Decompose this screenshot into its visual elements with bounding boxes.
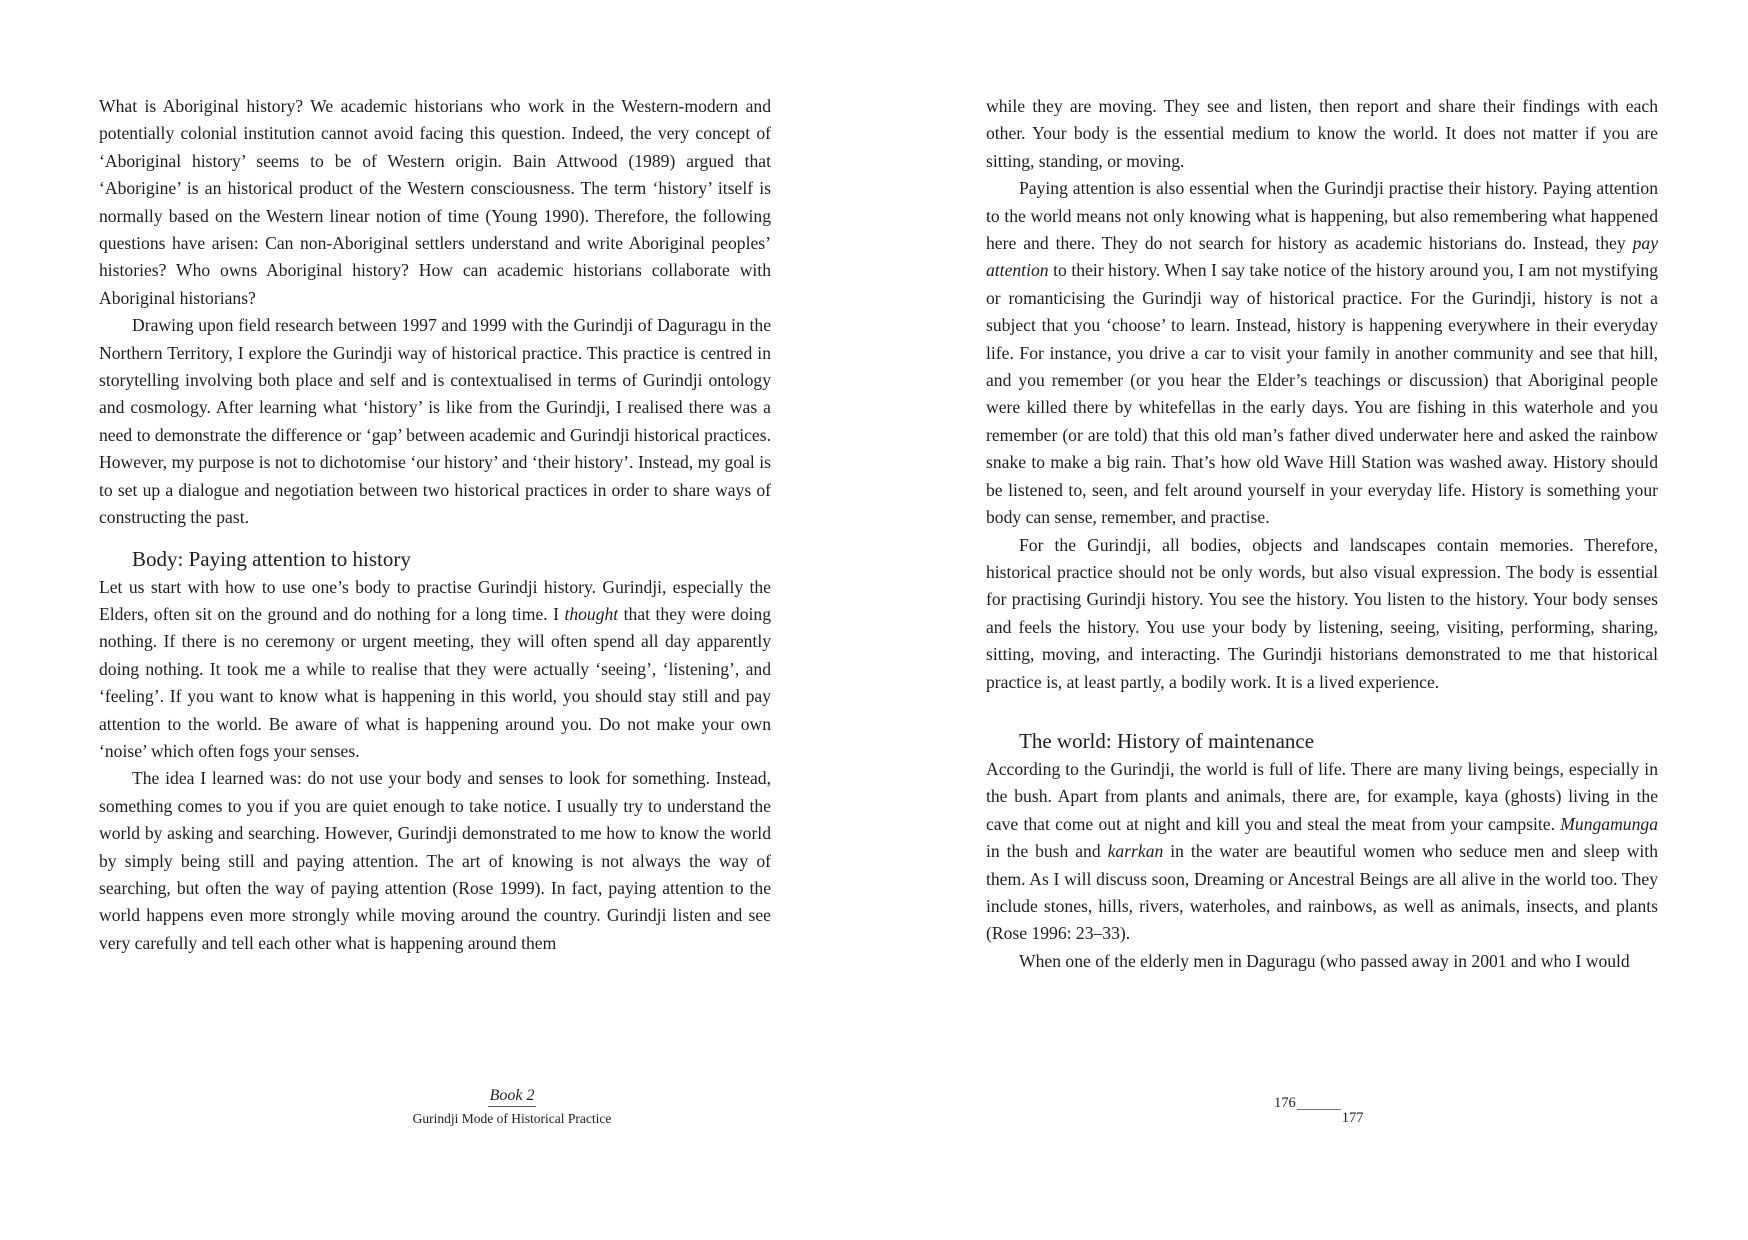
paragraph-memories: For the Gurindji, all bodies, objects and landscapes contain memories. Therefore, historical practice should not be only words, but also visual expression. The body is essential for practising Gurindji history. You see the history. You listen to the history. Your body senses and feels the history. You use your body by listening, seeing, visiting, performing, sharing, sitting, moving, and interacting. The Gurindji historians demonstrated to me that historical practice is, at least partly, a bodily work. It is a lived experience. [986, 534, 1658, 692]
page-numbers [1274, 1094, 1364, 1127]
paragraph-intro-2: Drawing upon field research between 1997 and 1999 with the Gurindji of Daguragu in the Northern Territory, I explore the Gurindji way of historical practice. This practice is centred in storytelling involving both place and self and is contextualised in terms of Gurindji ontology and cosmology. After learning what ‘history’ is like from the Gurindji, I realised there was a need to demonstrate the difference or ‘gap’ between academic and Gurindji historical practices. However, my purpose is not to dichotomise ‘our history’ and ‘their history’. Instead, my goal is to set up a dialogue and negotiation between two historical practices in order to share ways of constructing the past. [99, 315, 771, 528]
paragraph-continued: while they are moving. They see and listen, then report and share their findings with each other. Your body is the essential medium to know the world. It does not matter if you are sitting, standing, or moving. [986, 96, 1658, 171]
text-run: to their history. When I say take notice of the history around you, I am not mystifying or romanticising the Gurindji way of historical practice. For the Gurindji, history is not a subject that you ‘choose’ to learn. Instead, history is happening everywhere in their everyday life. For instance, you drive a car to visit your family in another community and see that hill, and you remember (or you hear the Elder’s teachings or discussion) that Aboriginal people were killed there by whitefellas in the early days. You are fishing in this waterhole and you remember (or are told) that this old man’s father dived underwater here and asked the rainbow snake to make a big rain. That’s how old Wave Hill Station was washed away. History should be listened to, seen, and felt around yourself in your everyday life. History is something your body can sense, remember, and practise. [986, 260, 1658, 528]
paragraph-world-2: When one of the elderly men in Daguragu (who passed away in 2001 and who I would [1019, 950, 1630, 971]
paragraph-world-1 [986, 756, 1658, 948]
left-text-column [99, 93, 771, 957]
text-run: Let us start with how to use one’s body to practise Gurindji history. Gurindji, especially the Elders, often sit on the ground and do nothing for a long time. I [99, 576, 771, 624]
paragraph-body-2: The idea I learned was: do not use your body and senses to look for something. Instead, something comes to you if you are quiet enough to take notice. I usually try to understand the world by asking and searching. However, Gurindji demonstrated to me how to know the world by simply being still and paying attention. The art of knowing is not always the way of searching, but often the way of paying attention (Rose 1999). In fact, paying attention to the world happens even more strongly while moving around the country. Gurindji listen and see very carefully and tell each other what is happening around them [99, 768, 771, 953]
section-heading-body: Body: Paying attention to history [132, 546, 411, 571]
paragraph-paying-attention [986, 175, 1658, 531]
book-subtitle: Gurindji Mode of Historical Practice [412, 1111, 612, 1126]
italic-text: pay attention [986, 233, 1658, 281]
page-number-right: 177 [1341, 1110, 1364, 1126]
book-label: Book 2 [488, 1087, 537, 1107]
text-run: According to the Gurindji, the world is full of life. There are many living beings, especially in the bush. Apart from plants and animals, there are, for example, kaya (ghosts) living in the cave that come out at night and kill you and steal the meat from your campsite. [986, 758, 1658, 834]
section-heading-world: The world: History of maintenance [1019, 728, 1315, 753]
text-run: in the bush and [986, 841, 1108, 862]
italic-text: thought [564, 603, 619, 624]
running-footer [0, 1087, 874, 1128]
paragraph-intro-1: What is Aboriginal history? We academic historians who work in the Western-modern and potentially colonial institution cannot avoid facing this question. Indeed, the very concept of ‘Aboriginal history’ seems to be of Western origin. Bain Attwood (1989) argued that ‘Aborigine’ is an historical product of the Western consciousness. The term ‘history’ itself is normally based on the Western linear notion of time (Young 1990). Therefore, the following questions have arisen: Can non-Aboriginal settlers understand and write Aboriginal peoples’ histories? Who owns Aboriginal history? How can academic historians collaborate with Aboriginal historians? [99, 96, 771, 308]
text-run: in the water are beautiful women who seduce men and sleep with them. As I will discuss soon, Dreaming or Ancestral Beings are all alive in the world too. They include stones, hills, rivers, waterholes, and rainbows, as well as animals, insects, and plants (Rose 1996: 23–33). [986, 841, 1658, 944]
italic-text: Mungamunga [1560, 813, 1658, 834]
italic-text: karrkan [1107, 841, 1164, 862]
folio-rule [1297, 1094, 1341, 1110]
text-run: Paying attention is also essential when the Gurindji practise their history. Paying attention to the world means not only knowing what is happening, but also remembering what happened here and there. They do not search for history as academic historians do. Instead, they [986, 178, 1658, 254]
right-text-column [986, 93, 1658, 975]
paragraph-body-1 [99, 574, 771, 766]
page-number-left: 176 [1274, 1095, 1296, 1111]
text-run: that they were doing nothing. If there is no ceremony or urgent meeting, they will often spend all day apparently doing nothing. It took me a while to realise that they were actually ‘seeing’, ‘listening’, and ‘feeling’. If you want to know what is happening in this world, you should stay still and pay attention to the world. Be aware of what is happening around you. Do not make your own ‘noise’ which often fogs your senses. [99, 603, 771, 761]
right-page [874, 0, 1748, 1240]
